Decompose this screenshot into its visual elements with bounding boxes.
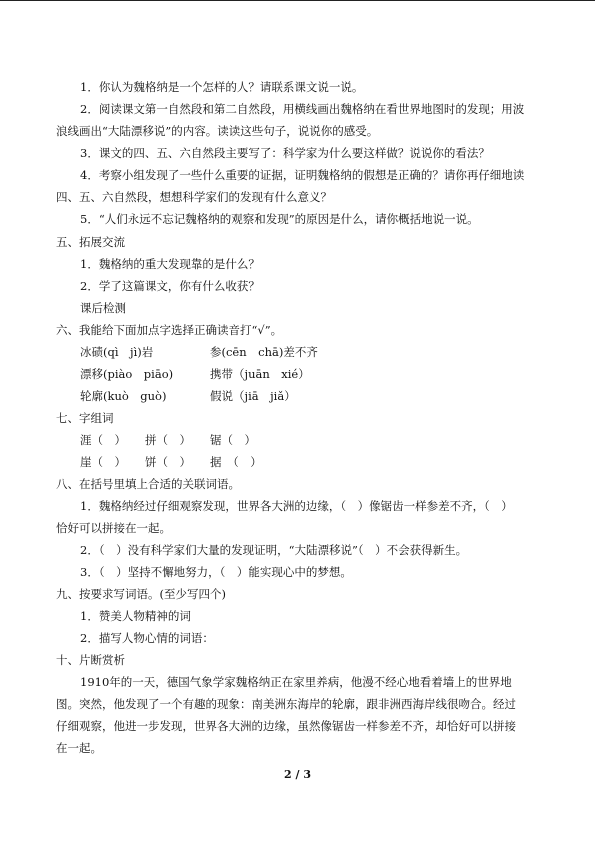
section-5-item-2: 2．学了这篇课文，你有什么收获？ [80, 279, 260, 293]
word-item: 拼（ ） [145, 433, 191, 447]
section-9-item-1: 1．赞美人物精神的词 [80, 609, 191, 623]
pinyin-item: 漂移(piào piāo) [80, 367, 174, 381]
pinyin-item: 携带（juān xié） [210, 367, 310, 381]
section-8-line-3: 3．（ ）坚持不懈地努力，（ ）能实现心中的梦想。 [80, 565, 352, 579]
passage-line: 仔细观察，他进一步发现，世界各大洲的边缘，虽然像锯齿一样参差不齐，却恰好可以拼接 [56, 719, 516, 733]
word-item: 崖（ ） [80, 455, 126, 469]
question-3: 3．课文的四、五、六自然段主要写了：科学家为什么要这样做？说说你的看法？ [80, 146, 490, 160]
section-9-heading: 九、按要求写词语。(至少写四个) [56, 587, 226, 601]
section-10-heading: 十、片断赏析 [56, 653, 125, 667]
question-4-cont: 四、五、六自然段，想想科学家们的发现有什么意义？ [56, 190, 332, 204]
section-5-item-1: 1．魏格纳的重大发现靠的是什么？ [80, 257, 260, 271]
question-1: 1．你认为魏格纳是一个怎样的人？请联系课文说一说。 [80, 80, 364, 94]
section-5-subheading: 课后检测 [80, 301, 126, 315]
pinyin-item: 假说（jiā jiǎ） [210, 389, 296, 403]
word-item: 饼（ ） [145, 455, 191, 469]
section-8-line-1: 1．魏格纳经过仔细观察发现，世界各大洲的边缘，（ ）像锯齿一样参差不齐，（ ） [80, 499, 513, 513]
section-8-heading: 八、在括号里填上合适的关联词语。 [56, 477, 240, 491]
page-number: 2 / 3 [284, 768, 311, 781]
section-6-heading: 六、我能给下面加点字选择正确读音打“√”。 [56, 323, 283, 337]
pinyin-item: 参(cēn chā)差不齐 [210, 345, 318, 359]
section-8-line-2: 2．（ ）没有科学家们大量的发现证明，“大陆漂移说”（ ）不会获得新生。 [80, 543, 468, 557]
question-4: 4．考察小组发现了一些什么重要的证据，证明魏格纳的假想是正确的？请你再仔细地读 [80, 168, 525, 182]
question-2-cont: 浪线画出“大陆漂移说”的内容。读读这些句子，说说你的感受。 [56, 124, 379, 138]
section-5-heading: 五、拓展交流 [56, 235, 125, 249]
section-9-item-2: 2．描写人物心情的词语： [80, 631, 214, 645]
pinyin-item: 轮廓(kuò guò) [80, 389, 167, 403]
section-7-heading: 七、字组词 [56, 411, 114, 425]
pinyin-item: 冰碛(qì jì)岩 [80, 345, 154, 359]
passage-line: 1910年的一天，德国气象学家魏格纳正在家里养病，他漫不经心地看着墙上的世界地 [80, 675, 512, 689]
word-item: 据 （ ） [210, 455, 262, 469]
word-item: 锯（ ） [210, 433, 256, 447]
passage-line: 图。突然，他发现了一个有趣的现象：南美洲东海岸的轮廓，跟非洲西海岸线很吻合。经过 [56, 697, 516, 711]
question-5: 5．“人们永远不忘记魏格纳的观察和发现”的原因是什么，请你概括地说一说。 [80, 212, 479, 226]
word-item: 涯（ ） [80, 433, 126, 447]
passage-line: 在一起。 [56, 741, 102, 755]
section-8-line-1-cont: 恰好可以拼接在一起。 [56, 521, 171, 535]
question-2: 2．阅读课文第一自然段和第二自然段，用横线画出魏格纳在看世界地图时的发现；用波 [80, 102, 525, 116]
top-rule [0, 0, 595, 1]
